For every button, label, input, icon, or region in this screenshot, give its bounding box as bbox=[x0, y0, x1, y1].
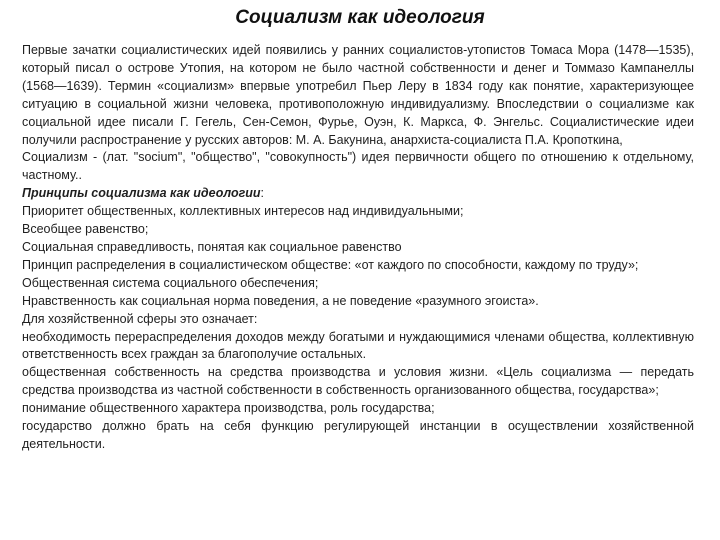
economy-item: государство должно брать на себя функцию регулирующей инстанции в осуществлении хозяйственной деятельности. bbox=[22, 419, 694, 451]
economy-item: понимание общественного характера производства, роль государства; bbox=[22, 401, 435, 416]
principle-item: Общественная система социального обеспечения; bbox=[22, 275, 319, 290]
principles-heading-colon: : bbox=[260, 186, 265, 201]
principle-item: Приоритет общественных, коллективных интересов над индивидуальными; bbox=[22, 204, 464, 219]
principle-item: Нравственность как социальная норма поведения, а не поведение «разумного эгоиста». bbox=[22, 293, 539, 308]
slide-title: Социализм как идеология bbox=[235, 7, 485, 28]
principle-item: Социальная справедливость, понятая как социальное равенство bbox=[22, 239, 402, 254]
economy-item: общественная собственность на средства производства и условия жизни. «Цель социализма — передать средства производства из частной собственности в собственность организованного общества, государства»; bbox=[22, 365, 694, 398]
economy-intro: Для хозяйственной сферы это означает: bbox=[22, 311, 258, 326]
economy-item: необходимость перераспределения доходов между богатыми и нуждающимися членами общества, коллективную ответственность всех граждан за благополучие остальных. bbox=[22, 329, 694, 362]
principles-heading: Принципы социализма как идеологии bbox=[22, 186, 261, 201]
intro-paragraph: Первые зачатки социалистических идей появились у ранних социалистов-утопистов Томаса Мора (1478—1535), который писал о острове Утопия, на котором не было частной собственности и денег и Томмазо Кампанеллы (1568—1639). Термин «социализм» впервые употребил Пьер Леру в 1834 году как понятие, характеризующее ситуацию в социальной жизни человека, противоположную индивидуализму. Впоследствии о социализме как социальной идее писали Г. Гегель, Сен-Семон, Фурье, Оуэн, К. Маркса, Ф. Энгельс. Социалистические идеи получили распространение у русских авторов: М. А. Бакунина, анархиста-социалиста П.А. Кропоткина, bbox=[22, 43, 694, 147]
principle-item: Принцип распределения в социалистическом обществе: «от каждого по способности, каждому по труду»; bbox=[22, 257, 639, 272]
principle-item: Всеобщее равенство; bbox=[22, 222, 149, 237]
principles-heading-line bbox=[22, 185, 694, 203]
definition-paragraph: Социализм - (лат. "socium", "общество", "совокупность") идея первичности общего по отношению к отдельному, частному.. bbox=[22, 150, 694, 183]
slide-body bbox=[22, 42, 694, 454]
